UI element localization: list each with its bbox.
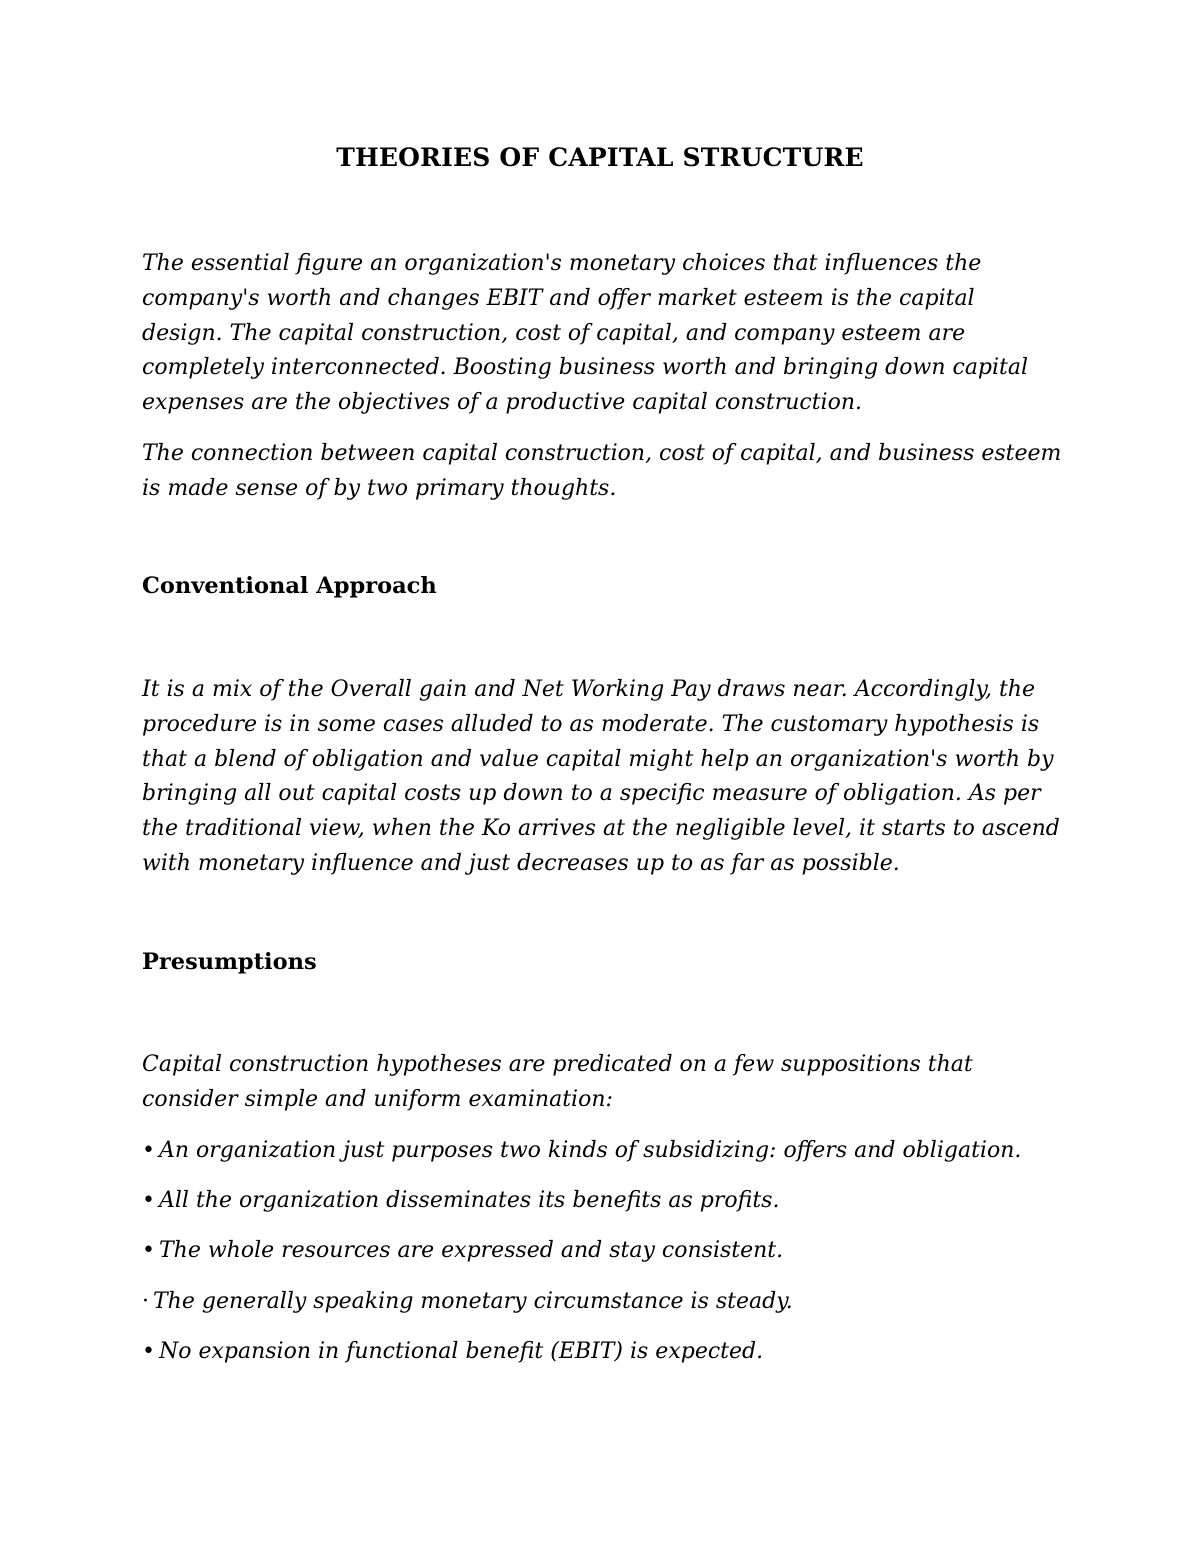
bullet-marker: · [142,1289,149,1314]
list-item-text: The generally speaking monetary circumstance is steady. [153,1289,793,1314]
list-item-text: An organization just purposes two kinds of subsidizing: offers and obligation. [158,1138,1022,1163]
list-item-text: All the organization disseminates its benefits as profits. [158,1188,780,1213]
presumptions-paragraph: Capital construction hypotheses are predicated on a few suppositions that consider simple and uniform examination: [142,1052,973,1112]
section-heading-conventional-approach: Conventional Approach [142,573,437,599]
section-heading-presumptions: Presumptions [142,949,317,975]
bullet-marker: • [142,1138,155,1163]
list-item-text: The whole resources are expressed and stay consistent. [158,1238,784,1263]
bullet-marker: • [142,1339,155,1364]
document-title: THEORIES OF CAPITAL STRUCTURE [336,143,864,172]
list-item [142,1285,1062,1319]
intro-paragraph-2: The connection between capital construction, cost of capital, and business esteem is made sense of by two primary thoughts. [142,441,1062,501]
list-item [142,1234,1062,1268]
bullet-marker: • [142,1188,155,1213]
list-item [142,1335,1062,1369]
intro-paragraph-1: The essential figure an organization's monetary choices that influences the company's worth and changes EBIT and offer market esteem is the capital design. The capital construction, cost of capital, and company esteem are completely interconnected. Boosting business worth and bringing down capital expenses are the objectives of a productive capital construction. [142,251,1029,416]
list-item-text: No expansion in functional benefit (EBIT) is expected. [158,1339,764,1364]
conventional-approach-paragraph: It is a mix of the Overall gain and Net Working Pay draws near. Accordingly, the procedure is in some cases alluded to as moderate. The customary hypothesis is that a blend of obligation and value capital might help an organization's worth by bringing all out capital costs up down to a specific measure of obligation. As per the traditional view, when the Ko arrives at the negligible level, it starts to ascend with monetary influence and just decreases up to as far as possible. [142,677,1060,876]
list-item [142,1134,1062,1168]
list-item [142,1184,1062,1218]
bullet-marker: • [142,1238,155,1263]
